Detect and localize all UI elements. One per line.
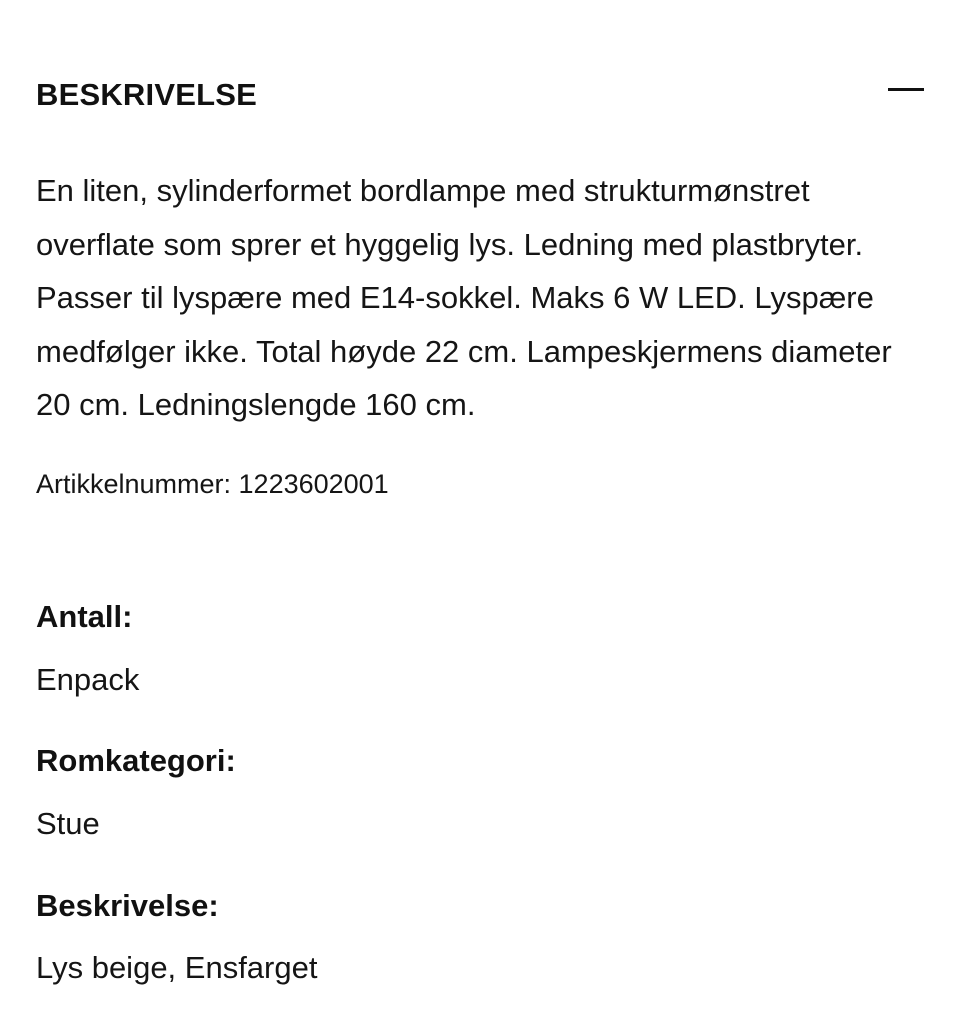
attribute-label-beskrivelse: Beskrivelse: — [36, 888, 219, 923]
attribute-value-romkategori: Stue — [36, 806, 100, 841]
section-header[interactable] — [36, 74, 926, 116]
attribute-label-romkategori: Romkategori: — [36, 743, 236, 778]
collapse-button[interactable] — [886, 74, 926, 116]
attribute-value-antall: Enpack — [36, 662, 140, 697]
minus-icon — [888, 88, 924, 91]
attribute-value-beskrivelse: Lys beige, Ensfarget — [36, 950, 318, 985]
product-description: En liten, sylinderformet bordlampe med strukturmønstret overflate som sprer et hyggelig lys. Ledning med plastbryter. Passer til lyspære med E14-sokkel. Maks 6 W LED. Lyspære medfølger ikke. Total høyde 22 cm. Lampeskjermens diameter 20 cm. Ledningslengde 160 cm. — [36, 173, 892, 422]
attribute-label-antall: Antall: — [36, 599, 133, 634]
article-number: Artikkelnummer: 1223602001 — [36, 469, 389, 499]
section-title: BESKRIVELSE — [36, 77, 257, 112]
